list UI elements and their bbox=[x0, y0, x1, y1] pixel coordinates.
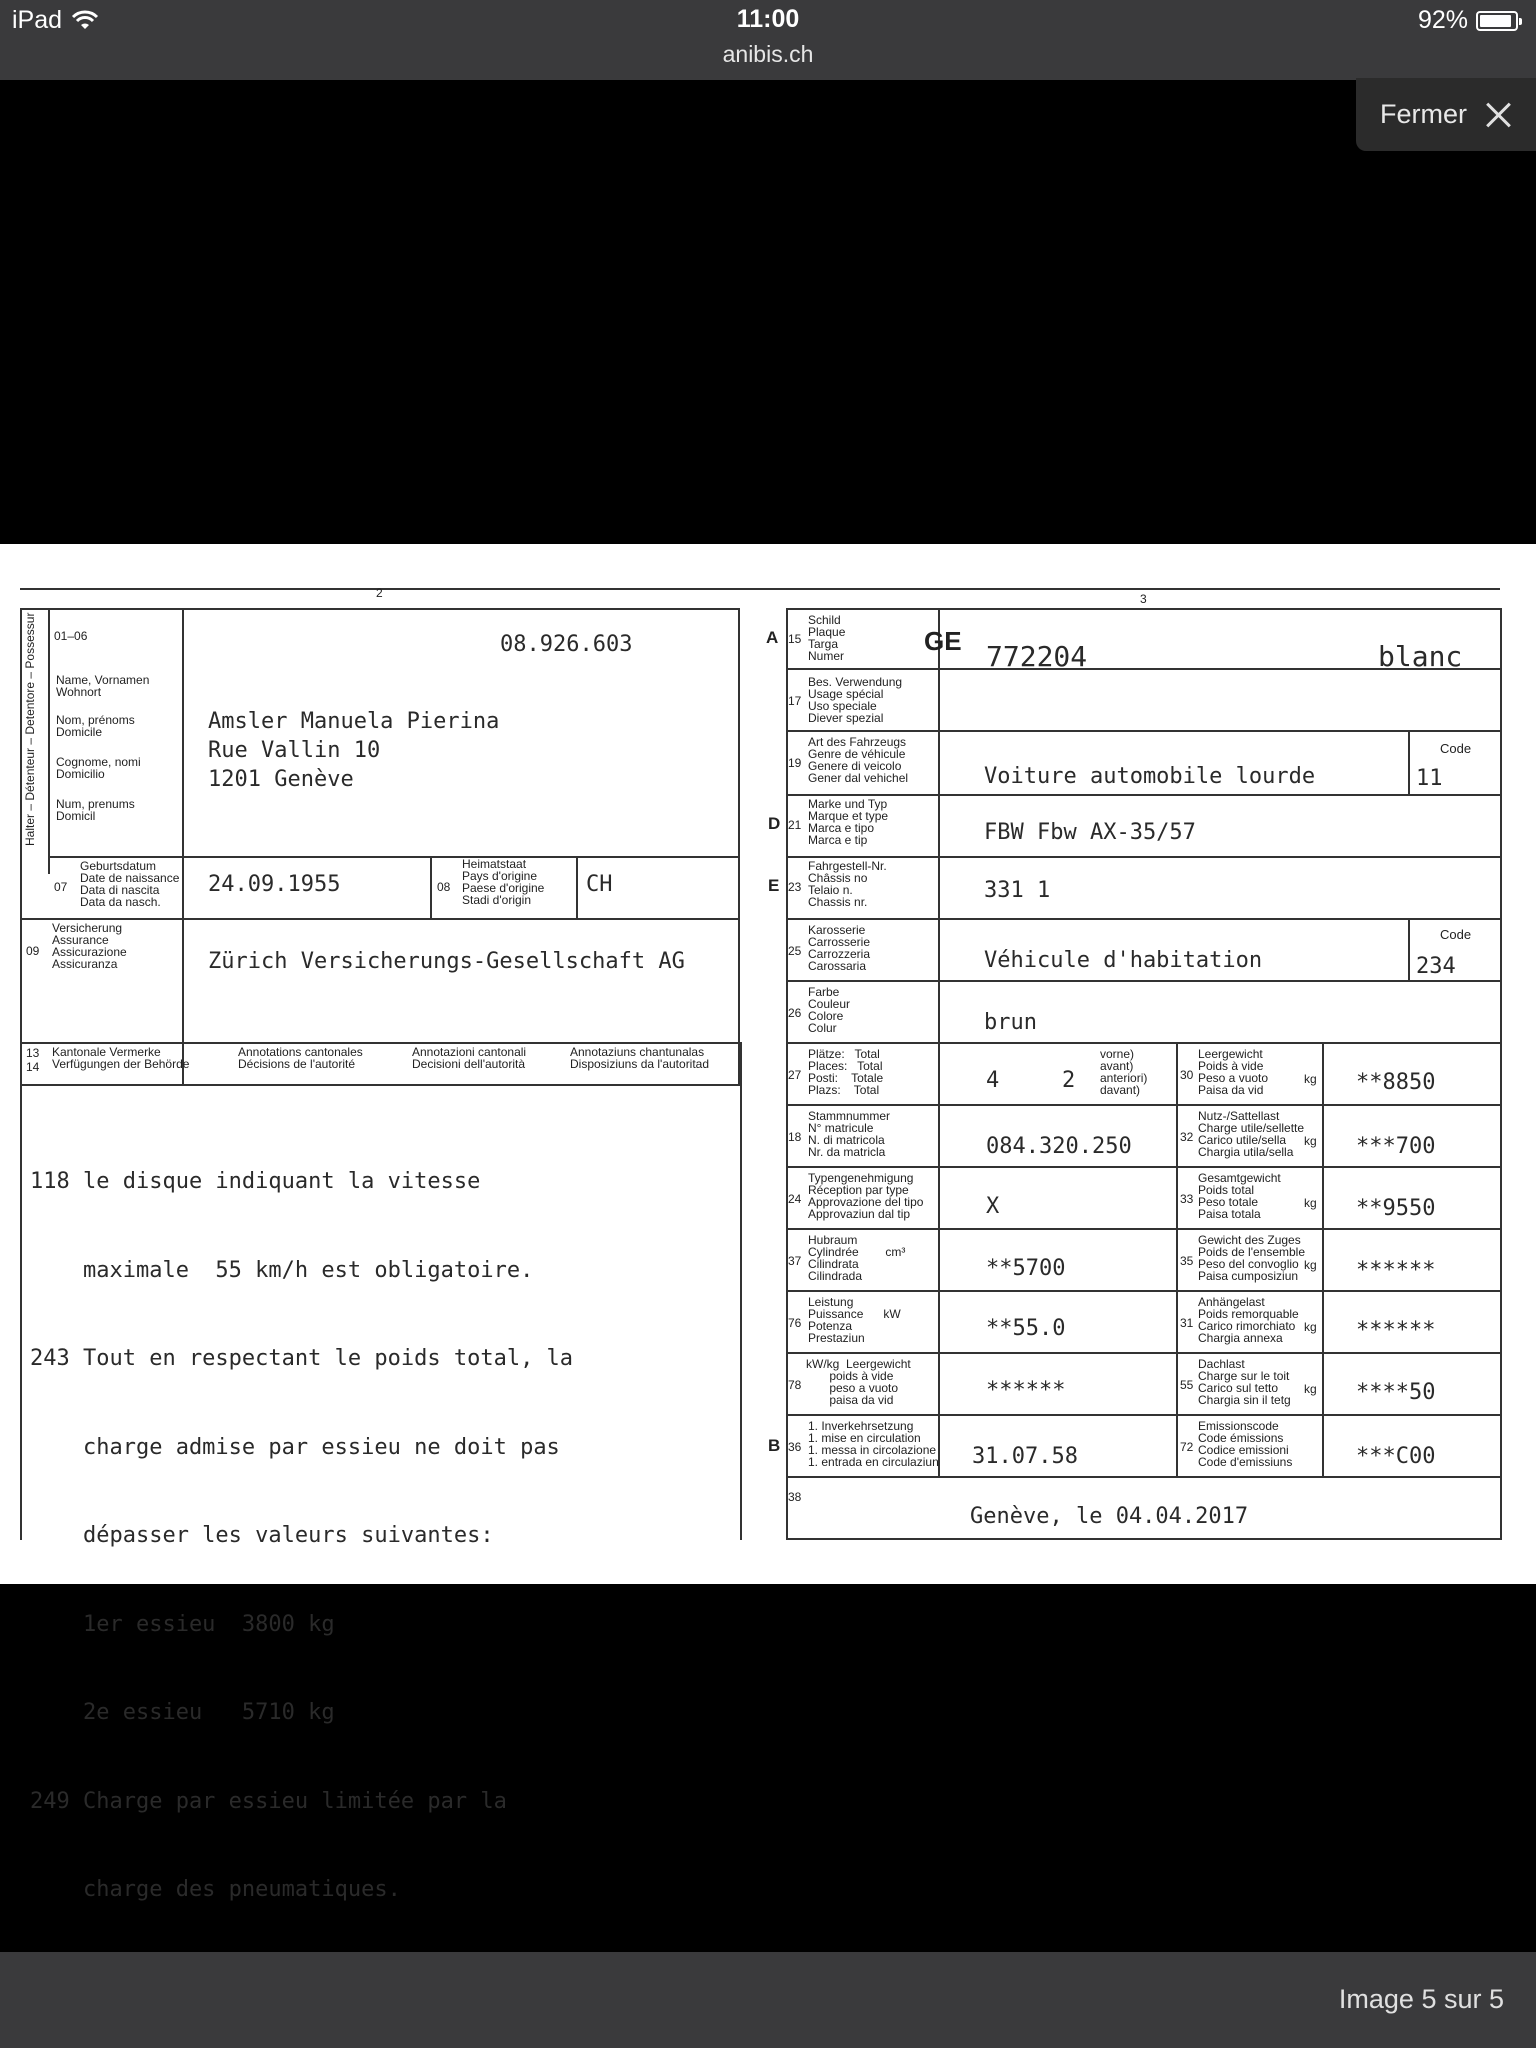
first-registration-letter: B bbox=[768, 1436, 781, 1455]
row-value-2: ***C00 bbox=[1356, 1444, 1436, 1469]
plate-canton: GE bbox=[924, 626, 962, 656]
plate-letter: A bbox=[766, 628, 779, 647]
remark-line: 2e essieu 5710 kg bbox=[30, 1700, 335, 1725]
battery-icon bbox=[1476, 11, 1518, 31]
document-image bbox=[0, 544, 1536, 1902]
holder-city: 1201 Genève bbox=[208, 767, 354, 792]
row-value: X bbox=[986, 1194, 1000, 1219]
color-label: Farbe Couleur Colore Colur bbox=[808, 985, 851, 1035]
insurance-field-number: 09 bbox=[26, 944, 40, 958]
row-unit: kg bbox=[1304, 1382, 1317, 1396]
row-label: kW/kg Leergewicht poids à vide peso a vuoto paisa da vid bbox=[806, 1357, 911, 1407]
color-field-number: 26 bbox=[788, 1006, 802, 1020]
holder-rotated-label: Halter – Détenteur – Detentore – Possessur bbox=[23, 612, 37, 846]
holder-street: Rue Vallin 10 bbox=[208, 738, 381, 763]
row-label: Plätze: Total Places: Total Posti: Totale Plazs: Total bbox=[808, 1047, 884, 1097]
row-value-2: ***700 bbox=[1356, 1134, 1436, 1159]
body-code: 234 bbox=[1416, 954, 1456, 979]
origin-field-number: 08 bbox=[437, 880, 451, 894]
row-value: ****** bbox=[986, 1378, 1066, 1403]
kind-field-number: 19 bbox=[788, 756, 802, 770]
holder-label-de: Name, Vornamen Wohnort bbox=[56, 673, 150, 699]
issue-place-date: Genève, le 04.04.2017 bbox=[970, 1504, 1249, 1529]
status-bar bbox=[0, 0, 1536, 80]
body-value: Véhicule d'habitation bbox=[984, 948, 1263, 973]
holder-code-label: 01–06 bbox=[54, 629, 88, 643]
row-value-2: ****50 bbox=[1356, 1380, 1436, 1405]
row-unit: kg bbox=[1304, 1258, 1317, 1272]
remark-line: dépasser les valeurs suivantes: bbox=[30, 1523, 494, 1548]
row-value-2: **8850 bbox=[1356, 1070, 1436, 1095]
row-unit: kg bbox=[1304, 1072, 1317, 1086]
image-pager: Image 5 sur 5 bbox=[1338, 1984, 1504, 2014]
remark-line: 243 Tout en respectant le poids total, la bbox=[30, 1346, 574, 1371]
plate-number: 772204 bbox=[986, 640, 1088, 673]
close-label: Fermer bbox=[1380, 99, 1467, 129]
annotation-num-14: 14 bbox=[26, 1060, 40, 1074]
make-field-number: 21 bbox=[788, 818, 802, 832]
close-icon bbox=[1485, 101, 1513, 129]
chassis-letter: E bbox=[768, 876, 780, 895]
row-num-2: 33 bbox=[1180, 1192, 1194, 1206]
row-label-2: Emissionscode Code émissions Codice emissioni Code d'emissiuns bbox=[1198, 1419, 1293, 1469]
body-field-number: 25 bbox=[788, 944, 802, 958]
birth-field-number: 07 bbox=[54, 880, 68, 894]
issue-field-number: 38 bbox=[788, 1490, 802, 1504]
use-field-number: 17 bbox=[788, 694, 802, 708]
row-value-2: **9550 bbox=[1356, 1196, 1436, 1221]
row-label: Hubraum Cylindrée cm³ Cilindrata Cilindrada bbox=[808, 1233, 906, 1283]
row-num: 24 bbox=[788, 1192, 802, 1206]
make-value: FBW Fbw AX-35/57 bbox=[984, 820, 1196, 845]
make-label: Marke und Typ Marque et type Marca e tipo Marca e tip bbox=[808, 797, 889, 847]
row-label-2: Leergewicht Poids à vide Peso a vuoto Paisa da vid bbox=[1198, 1047, 1269, 1097]
origin-value: CH bbox=[586, 872, 613, 897]
plate-type: blanc bbox=[1378, 640, 1463, 673]
kind-code-label: Code bbox=[1440, 741, 1472, 756]
annotation-header-fr: Annotations cantonales Décisions de l'autorité bbox=[238, 1045, 363, 1071]
remark-line: 118 le disque indiquant la vitesse bbox=[30, 1169, 481, 1194]
row-num: 18 bbox=[788, 1130, 802, 1144]
remark-line: charge admise par essieu ne doit pas bbox=[30, 1434, 560, 1460]
row-unit: kg bbox=[1304, 1134, 1317, 1148]
close-button[interactable] bbox=[1356, 78, 1536, 151]
row-unit: kg bbox=[1304, 1196, 1317, 1210]
page-url[interactable]: anibis.ch bbox=[722, 41, 814, 67]
row-num-2: 32 bbox=[1180, 1130, 1194, 1144]
row-num-2: 55 bbox=[1180, 1378, 1194, 1392]
row-label-2: Gewicht des Zuges Poids de l'ensemble Peso del convoglio Paisa cumposiziun bbox=[1198, 1233, 1306, 1283]
row-label: 1. Inverkehrsetzung 1. mise en circulation 1. messa in circolazione 1. entrada en circulaziun bbox=[808, 1419, 939, 1469]
insurance-label: Versicherung Assurance Assicurazione Assicuranza bbox=[52, 921, 127, 971]
annotation-header-it: Annotazioni cantonali Decisioni dell'autorità bbox=[412, 1045, 527, 1071]
kind-label: Art des Fahrzeugs Genre de véhicule Genere di veicolo Gener dal vehichel bbox=[808, 735, 909, 785]
holder-name: Amsler Manuela Pierina bbox=[208, 709, 500, 734]
battery-status bbox=[1418, 6, 1518, 35]
row-value: 084.320.250 bbox=[986, 1134, 1132, 1159]
row-value: **5700 bbox=[986, 1256, 1066, 1281]
row-value-2: ****** bbox=[1356, 1258, 1436, 1283]
annotation-num-13: 13 bbox=[26, 1046, 40, 1060]
row-label: Leistung Puissance kW Potenza Prestaziun bbox=[808, 1295, 901, 1345]
chassis-value: 331 1 bbox=[984, 878, 1051, 903]
plate-field-number: 15 bbox=[788, 632, 802, 646]
holder-label-it: Cognome, nomi Domicilio bbox=[56, 755, 141, 781]
clock: 11:00 bbox=[736, 5, 800, 33]
row-num: 37 bbox=[788, 1254, 802, 1268]
row-num-2: 30 bbox=[1180, 1068, 1194, 1082]
plate-label: Schild Plaque Targa Numer bbox=[808, 613, 846, 663]
insurance-value: Zürich Versicherungs-Gesellschaft AG bbox=[208, 949, 685, 974]
birth-label: Geburtsdatum Date de naissance Data di nascita Data da nasch. bbox=[80, 859, 180, 909]
row-label: Stammnummer N° matricule N. di matricola Nr. da matricla bbox=[808, 1109, 891, 1159]
row-num-2: 72 bbox=[1180, 1440, 1194, 1454]
row-value-front: 2 bbox=[1062, 1068, 1076, 1093]
row-label-2: Nutz-/Sattellast Charge utile/sellette Carico utile/sella Chargia utila/sella bbox=[1198, 1109, 1305, 1159]
row-label: Typengenehmigung Réception par type Approvazione del tipo Approvaziun dal tip bbox=[808, 1171, 924, 1221]
birth-date: 24.09.1955 bbox=[208, 872, 341, 897]
use-label: Bes. Verwendung Usage spécial Uso speciale Diever spezial bbox=[808, 675, 903, 725]
battery-percent: 92% bbox=[1417, 6, 1468, 34]
row-label-2: Dachlast Charge sur le toit Carico sul tetto Chargia sin il tetg bbox=[1198, 1357, 1291, 1407]
remark-line: 1er essieu 3800 kg bbox=[30, 1611, 335, 1637]
chassis-field-number: 23 bbox=[788, 880, 802, 894]
kind-code: 11 bbox=[1416, 766, 1443, 791]
row-unit: kg bbox=[1304, 1320, 1317, 1334]
row-label-2: Gesamtgewicht Poids total Peso totale Paisa totala bbox=[1198, 1171, 1281, 1221]
device-name: iPad bbox=[12, 6, 63, 34]
row-num-2: 31 bbox=[1180, 1316, 1194, 1330]
row-value: 31.07.58 bbox=[972, 1444, 1078, 1469]
annotation-remarks bbox=[30, 1108, 573, 1964]
row-num: 76 bbox=[788, 1316, 802, 1330]
holder-label-rm: Num, prenums Domicil bbox=[56, 797, 135, 823]
bottom-toolbar bbox=[0, 1952, 1536, 2048]
origin-label: Heimatstaat Pays d'origine Paese d'origine Stadi d'origin bbox=[462, 857, 545, 907]
annotation-header-rm: Annotaziuns chantunalas Disposiziuns da l'autoritad bbox=[570, 1045, 710, 1071]
row-value-2: ****** bbox=[1356, 1318, 1436, 1343]
remark-line: maximale 55 km/h est obligatoire. bbox=[30, 1257, 534, 1283]
row-num-2: 35 bbox=[1180, 1254, 1194, 1268]
row-num: 78 bbox=[788, 1378, 802, 1392]
remark-line: charge des pneumatiques. bbox=[30, 1877, 401, 1902]
remark-line: 249 Charge par essieu limitée par la bbox=[30, 1788, 507, 1814]
make-letter: D bbox=[768, 814, 781, 833]
row-value-front-label: vorne) avant) anteriori) davant) bbox=[1100, 1047, 1148, 1097]
body-label: Karosserie Carrosserie Carrozzeria Carossaria bbox=[808, 923, 871, 973]
row-label-2: Anhängelast Poids remorquable Carico rimorchiato Chargia annexa bbox=[1198, 1295, 1299, 1345]
chassis-label: Fahrgestell-Nr. Châssis no Telaio n. Chassis nr. bbox=[808, 859, 887, 909]
row-num: 36 bbox=[788, 1440, 802, 1454]
body-code-label: Code bbox=[1440, 927, 1472, 942]
kind-value: Voiture automobile lourde bbox=[984, 764, 1316, 789]
annotation-header-de: Kantonale Vermerke Verfügungen der Behörde bbox=[52, 1045, 190, 1071]
row-value: 4 bbox=[986, 1068, 1000, 1093]
column-3-label: 3 bbox=[1140, 592, 1147, 606]
row-num: 27 bbox=[788, 1068, 802, 1082]
color-value: brun bbox=[984, 1010, 1037, 1035]
row-value: **55.0 bbox=[986, 1316, 1066, 1341]
holder-number: 08.926.603 bbox=[500, 632, 633, 657]
holder-label-fr: Nom, prénoms Domicile bbox=[56, 713, 135, 739]
column-2-label: 2 bbox=[376, 586, 383, 600]
